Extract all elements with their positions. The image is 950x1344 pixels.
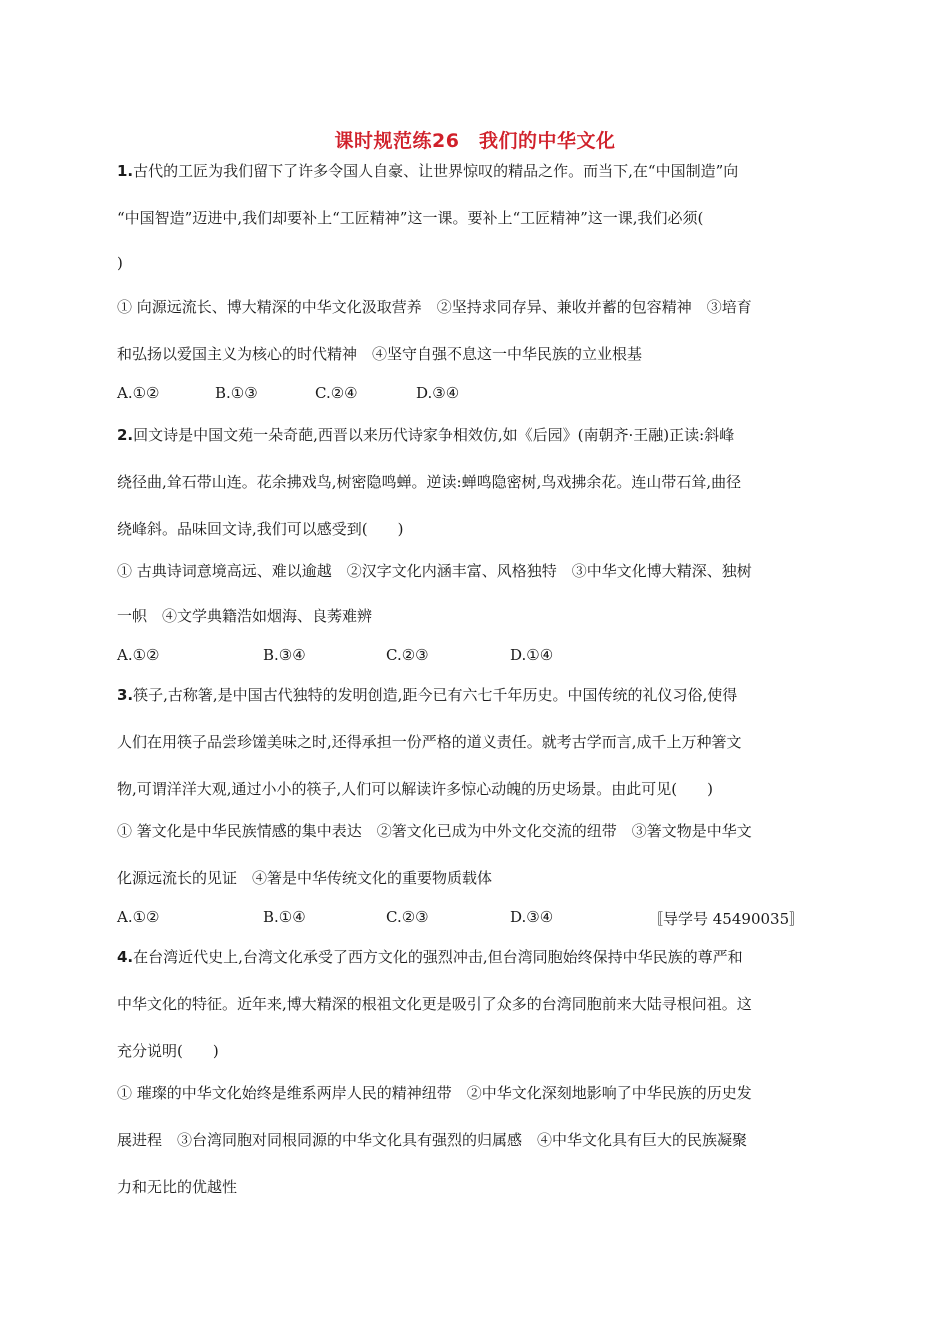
q1-option-a: A.①②	[117, 384, 160, 402]
q3-line-1: 3.筷子,古称箸,是中国古代独特的发明创造,距今已有六七千年历史。中国传统的礼仪习俗,使得	[117, 686, 738, 704]
q4-statement-1: ① 璀璨的中华文化始终是维系两岸人民的精神纽带 ②中华文化深刻地影响了中华民族的历史发	[117, 1084, 752, 1102]
q4-line-1: 4.在台湾近代史上,台湾文化承受了西方文化的强烈冲击,但台湾同胞始终保持中华民族的尊严和	[117, 948, 743, 966]
q3-statement-2: 化源远流长的见证 ④箸是中华传统文化的重要物质载体	[117, 869, 493, 887]
q1-number: 1.	[117, 162, 134, 180]
q2-number: 2.	[117, 426, 134, 444]
q4-line-3: 充分说明( )	[117, 1042, 219, 1060]
q2-statement-1: ① 古典诗词意境高远、难以逾越 ②汉字文化内涵丰富、风格独特 ③中华文化博大精深、独树	[117, 562, 752, 580]
q3-guide-number: 〚导学号 45490035〛	[648, 910, 805, 928]
q2-statement-2: 一帜 ④文学典籍浩如烟海、良莠难辨	[117, 607, 373, 625]
q1-line-1: 1.古代的工匠为我们留下了许多令国人自豪、让世界惊叹的精品之作。而当下,在“中国制造”向	[117, 162, 739, 180]
q1-option-b: B.①③	[215, 384, 258, 402]
q3-option-c: C.②③	[386, 908, 429, 926]
q3-statement-1: ① 箸文化是中华民族情感的集中表达 ②箸文化已成为中外文化交流的纽带 ③箸文物是中华文	[117, 822, 752, 840]
q2-option-a: A.①②	[117, 646, 160, 664]
q2-option-d: D.①④	[510, 646, 554, 664]
q3-option-d: D.③④	[510, 908, 554, 926]
q4-number: 4.	[117, 948, 134, 966]
page-title: 课时规范练26 我们的中华文化	[334, 130, 616, 152]
q4-statement-3: 力和无比的优越性	[117, 1178, 238, 1196]
q1-line-3: )	[117, 254, 123, 272]
q2-option-c: C.②③	[386, 646, 429, 664]
q2-line-3: 绕峰斜。品味回文诗,我们可以感受到( )	[117, 520, 404, 538]
q3-option-b: B.①④	[263, 908, 306, 926]
q1-statement-1: ① 向源远流长、博大精深的中华文化汲取营养 ②坚持求同存异、兼收并蓄的包容精神 ③培育	[117, 298, 752, 316]
q1-line-2: “中国智造”迈进中,我们却要补上“工匠精神”这一课。要补上“工匠精神”这一课,我们必须(	[117, 209, 704, 227]
q3-number: 3.	[117, 686, 134, 704]
q4-line-2: 中华文化的特征。近年来,博大精深的根祖文化更是吸引了众多的台湾同胞前来大陆寻根问祖。这	[117, 995, 752, 1013]
q2-line-2: 绕径曲,耸石带山连。花余拂戏鸟,树密隐鸣蝉。逆读:蝉鸣隐密树,鸟戏拂余花。连山带石耸,曲径	[117, 473, 742, 491]
q4-statement-2: 展进程 ③台湾同胞对同根同源的中华文化具有强烈的归属感 ④中华文化具有巨大的民族凝聚	[117, 1131, 748, 1149]
q1-statement-2: 和弘扬以爱国主义为核心的时代精神 ④坚守自强不息这一中华民族的立业根基	[117, 345, 643, 363]
q1-option-d: D.③④	[416, 384, 460, 402]
q3-option-a: A.①②	[117, 908, 160, 926]
q1-option-c: C.②④	[315, 384, 358, 402]
q3-line-3: 物,可谓洋洋大观,通过小小的筷子,人们可以解读许多惊心动魄的历史场景。由此可见( )	[117, 780, 714, 798]
q3-line-2: 人们在用筷子品尝珍馐美味之时,还得承担一份严格的道义责任。就考古学而言,成千上万种箸文	[117, 733, 742, 751]
q2-line-1: 2.回文诗是中国文苑一朵奇葩,西晋以来历代诗家争相效仿,如《后园》(南朝齐·王融)正读:斜峰	[117, 426, 735, 444]
q2-option-b: B.③④	[263, 646, 306, 664]
